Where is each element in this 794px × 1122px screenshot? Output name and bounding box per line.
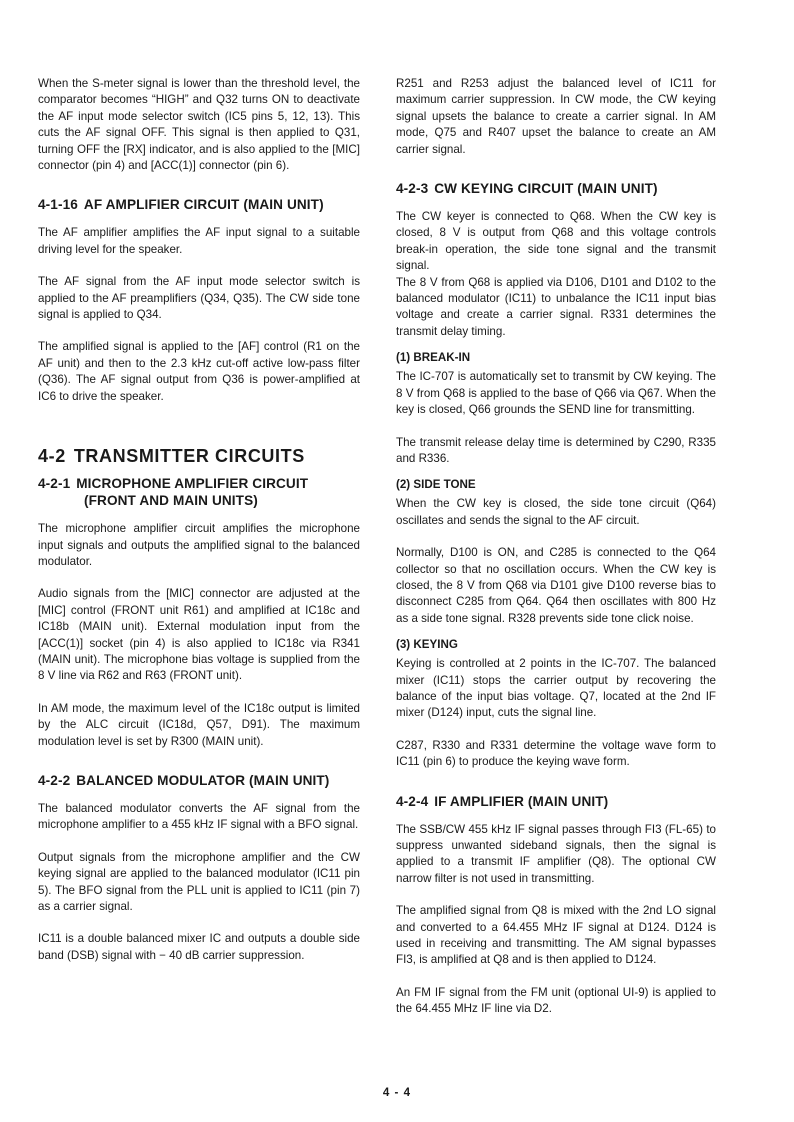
paragraph-if-3: An FM IF signal from the FM unit (optional UI-9) is applied to the 64.455 MHz IF line via D2. — [396, 985, 716, 1016]
section-title: BALANCED MODULATOR (MAIN UNIT) — [76, 772, 330, 788]
section-title: AF AMPLIFIER CIRCUIT (MAIN UNIT) — [83, 197, 324, 213]
paragraph-af-3: The amplified signal is applied to the [AF] control (R1 on the AF unit) and then to the 2.3 kHz cut-off active low-pass filter (Q36). The AF signal output from Q36 is power-amplified at IC6 to drive the speaker. — [38, 340, 360, 403]
right-column — [396, 76, 716, 1018]
paragraph-side-tone-2: Normally, D100 is ON, and C285 is connected to the Q64 collector so that no oscillation occurs. When the CW key is closed, the 8 V from Q68 via D101 give D100 reverse bias to disconnect C285 from Q64. Q64 then oscillates with 800 Hz as a side tone signal. R328 prevents side tone click noise. — [396, 546, 716, 625]
left-column — [38, 76, 360, 964]
section-title: IF AMPLIFIER (MAIN UNIT) — [434, 793, 609, 809]
paragraph-keying-1: Keying is controlled at 2 points in the IC-707. The balanced mixer (IC11) stops the carrier output by recovering the balance of the input bias voltage. Q7, located at the 2nd IF mixer (D124) input, cuts the signal line. — [396, 657, 716, 720]
heading-4-2-4 — [396, 793, 716, 810]
paragraph-smeter: When the S-meter signal is lower than the threshold level, the comparator becomes “HIGH” and Q32 turns ON to deactivate the AF input mode selector switch (IC5 pins 5, 12, 13). This cuts the AF signal OFF. This signal is then applied to Q31, turning OFF the [RX] indicator, and is also applied to the [MIC] connector (pin 4) and [ACC(1)] connector (pin 6). — [38, 77, 360, 173]
section-number: 4-2-2 — [38, 772, 71, 788]
paragraph-r251: R251 and R253 adjust the balanced level of IC11 for maximum carrier suppression. In CW mode, the CW keying signal upsets the balance to create a carrier signal. In AM mode, Q75 and R407 upset the balance to create an AM carrier signal. — [396, 77, 716, 156]
subheading-break-in: (1) BREAK-IN — [396, 351, 471, 365]
chapter-number: 4-2 — [38, 446, 66, 467]
heading-4-2-2 — [38, 772, 360, 789]
paragraph-if-2: The amplified signal from Q8 is mixed with the 2nd LO signal and converted to a 64.455 MHz IF signal at D124. D124 is used in receiving and transmitting. The AM signal bypasses FI3, is amplified at Q8 and is then applied to D124. — [396, 904, 716, 967]
paragraph-af-2: The AF signal from the AF input mode selector switch is applied to the AF preamplifiers (Q34, Q35). The CW side tone signal is applied to Q34. — [38, 275, 360, 322]
heading-4-2 — [38, 445, 360, 467]
section-title: CW KEYING CIRCUIT (MAIN UNIT) — [434, 181, 658, 197]
paragraph-if-1: The SSB/CW 455 kHz IF signal passes through FI3 (FL-65) to suppress unwanted sideband signals, then the signal is applied to a transmit IF amplifier (Q8). The optional CW narrow filter is not used in transmitting. — [396, 822, 716, 885]
section-title: MICROPHONE AMPLIFIER CIRCUIT — [76, 476, 309, 492]
paragraph-mic-2: Audio signals from the [MIC] connector are adjusted at the [MIC] control (FRONT unit R61) and amplified at IC18c and IC18b (MAIN unit). External modulation input from the [ACC(1)] socket (pin 4) is also applied to IC18c via R341 (MAIN unit). The microphone bias voltage is supplied from the 8 V line via R62 and R63 (FRONT unit). — [38, 587, 360, 683]
paragraph-cw-1: The CW keyer is connected to Q68. When the CW key is closed, 8 V is output from Q68 and this voltage controls break-in operation, the side tone signal and the transmit signal. — [396, 210, 716, 273]
heading-4-2-3 — [396, 180, 716, 197]
section-number: 4-1-16 — [38, 197, 78, 213]
section-number: 4-2-3 — [396, 181, 429, 197]
paragraph-balanced-3: IC11 is a double balanced mixer IC and outputs a double side band (DSB) signal with − 40 dB carrier suppression. — [38, 932, 360, 962]
paragraph-break-in-1: The IC-707 is automatically set to transmit by CW keying. The 8 V from Q68 is applied to the base of Q66 via Q67. When the key is closed, Q66 grounds the SEND line for transmitting. — [396, 370, 716, 417]
paragraph-cw-2: The 8 V from Q68 is applied via D106, D101 and D102 to the balanced modulator (IC11) to unbalance the IC11 input bias voltage and create a carrier signal. R331 determines the transmit delay timing. — [396, 275, 716, 338]
heading-4-1-16 — [38, 196, 360, 213]
paragraph-break-in-2: The transmit release delay time is determined by C290, R335 and R336. — [396, 435, 716, 465]
paragraph-keying-2: C287, R330 and R331 determine the voltage wave form to IC11 (pin 6) to produce the keying wave form. — [396, 738, 716, 769]
paragraph-balanced-1: The balanced modulator converts the AF signal from the microphone amplifier to a 455 kHz IF signal with a BFO signal. — [38, 801, 360, 832]
paragraph-af-1: The AF amplifier amplifies the AF input signal to a suitable driving level for the speaker. — [38, 226, 360, 256]
subheading-side-tone: (2) SIDE TONE — [396, 478, 476, 492]
section-title-line-2: (FRONT AND MAIN UNITS) — [84, 493, 258, 509]
chapter-title: TRANSMITTER CIRCUITS — [73, 446, 305, 467]
paragraph-side-tone-1: When the CW key is closed, the side tone circuit (Q64) oscillates and sends the signal to the AF circuit. — [396, 497, 716, 527]
section-number: 4-2-1 — [38, 476, 71, 492]
subheading-keying: (3) KEYING — [396, 638, 458, 652]
page-number: 4 - 4 — [382, 1086, 412, 1099]
heading-4-2-1 — [38, 475, 360, 509]
paragraph-mic-1: The microphone amplifier circuit amplifies the microphone input signals and outputs the amplified signal to the balanced modulator. — [38, 522, 360, 568]
paragraph-balanced-2: Output signals from the microphone amplifier and the CW keying signal are applied to the balanced modulator (IC11 pin 5). The BFO signal from the PLL unit is applied to IC11 (pin 7) as a carrier signal. — [38, 850, 360, 913]
paragraph-mic-3: In AM mode, the maximum level of the IC18c output is limited by the ALC circuit (IC18d, Q57, D91). The maximum modulation level is set by R300 (MAIN unit). — [38, 701, 360, 748]
section-number: 4-2-4 — [396, 793, 429, 809]
